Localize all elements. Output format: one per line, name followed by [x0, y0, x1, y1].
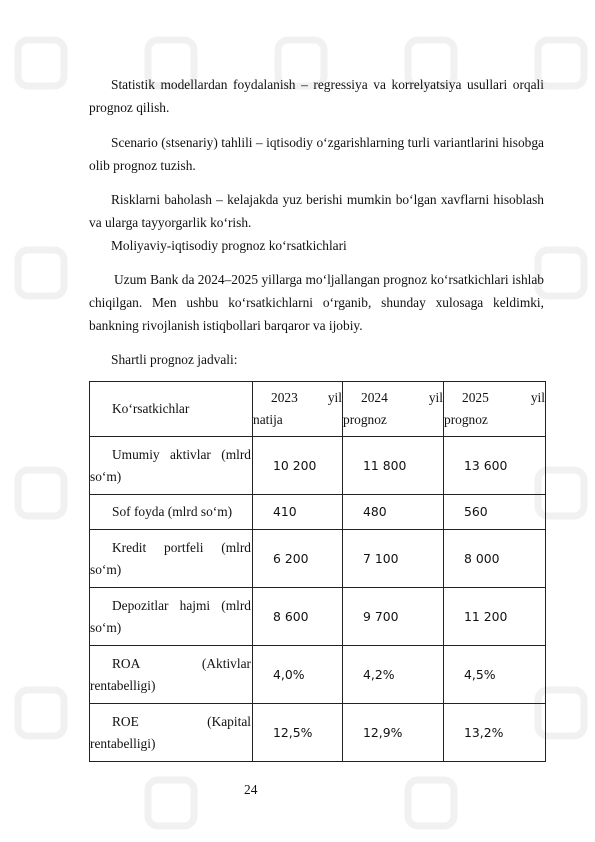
- table-row: [90, 646, 546, 704]
- forecast-table: [89, 381, 546, 762]
- section-heading: Moliyaviy-iqtisodiy prognoz ko‘rsatkichlari: [111, 238, 347, 253]
- value-2023: 6 200: [253, 530, 343, 588]
- value-2025: 8 000: [444, 530, 546, 588]
- value-2025: 13 600: [444, 437, 546, 495]
- row-label: ROE (Kapital rentabelligi): [90, 704, 253, 762]
- table-row: [90, 530, 546, 588]
- table-row: [90, 704, 546, 762]
- paragraph-scenario-analysis: Scenario (stsenariy) tahlili – iqtisodiy o‘zgarishlarning turli variantlarini hisobga olib prognoz tuzish.: [89, 135, 544, 173]
- value-2024: 4,2%: [343, 646, 444, 704]
- row-label: Sof foyda (mlrd so‘m): [90, 495, 253, 530]
- value-2023: 12,5%: [253, 704, 343, 762]
- value-2023: 8 600: [253, 588, 343, 646]
- paragraph-risk-assessment: Risklarni baholash – kelajakda yuz berishi mumkin bo‘lgan xavflarni hisoblash va ularga tayyorgarlik ko‘rish.: [89, 192, 544, 230]
- row-label: Depozitlar hajmi (mlrd so‘m): [90, 588, 253, 646]
- row-label: Kredit portfeli (mlrd so‘m): [90, 530, 253, 588]
- value-2024: 12,9%: [343, 704, 444, 762]
- paragraph-statistical-models: Statistik modellardan foydalanish – regressiya va korrelyatsiya usullari orqali prognoz qilish.: [89, 77, 544, 115]
- value-2023: 10 200: [253, 437, 343, 495]
- row-label: Umumiy aktivlar (mlrd so‘m): [90, 437, 253, 495]
- header-2023: 2023 yil natija: [253, 382, 343, 437]
- header-indicators: Ko‘rsatkichlar: [90, 382, 253, 437]
- page-number: 24: [244, 782, 258, 797]
- table-row: [90, 495, 546, 530]
- paragraph-forecast-intro: Uzum Bank da 2024–2025 yillarga mo‘ljallangan prognoz ko‘rsatkichlari ishlab chiqilgan. Men ushbu ko‘rsatkichlarni o‘rganib, shunday xulosaga keldimki, bankning rivojlanish istiqbollari barqaror va ijobiy.: [89, 272, 544, 333]
- row-label: ROA (Aktivlar rentabelligi): [90, 646, 253, 704]
- value-2023: 4,0%: [253, 646, 343, 704]
- table-caption: Shartli prognoz jadvali:: [111, 352, 238, 367]
- value-2025: 4,5%: [444, 646, 546, 704]
- value-2024: 7 100: [343, 530, 444, 588]
- value-2024: 480: [343, 495, 444, 530]
- table-row: [90, 588, 546, 646]
- header-2025: 2025 yil prognoz: [444, 382, 546, 437]
- value-2024: 11 800: [343, 437, 444, 495]
- value-2025: 13,2%: [444, 704, 546, 762]
- value-2023: 410: [253, 495, 343, 530]
- table-header-row: [90, 382, 546, 437]
- value-2025: 11 200: [444, 588, 546, 646]
- value-2025: 560: [444, 495, 546, 530]
- value-2024: 9 700: [343, 588, 444, 646]
- header-2024: 2024 yil prognoz: [343, 382, 444, 437]
- table-row: [90, 437, 546, 495]
